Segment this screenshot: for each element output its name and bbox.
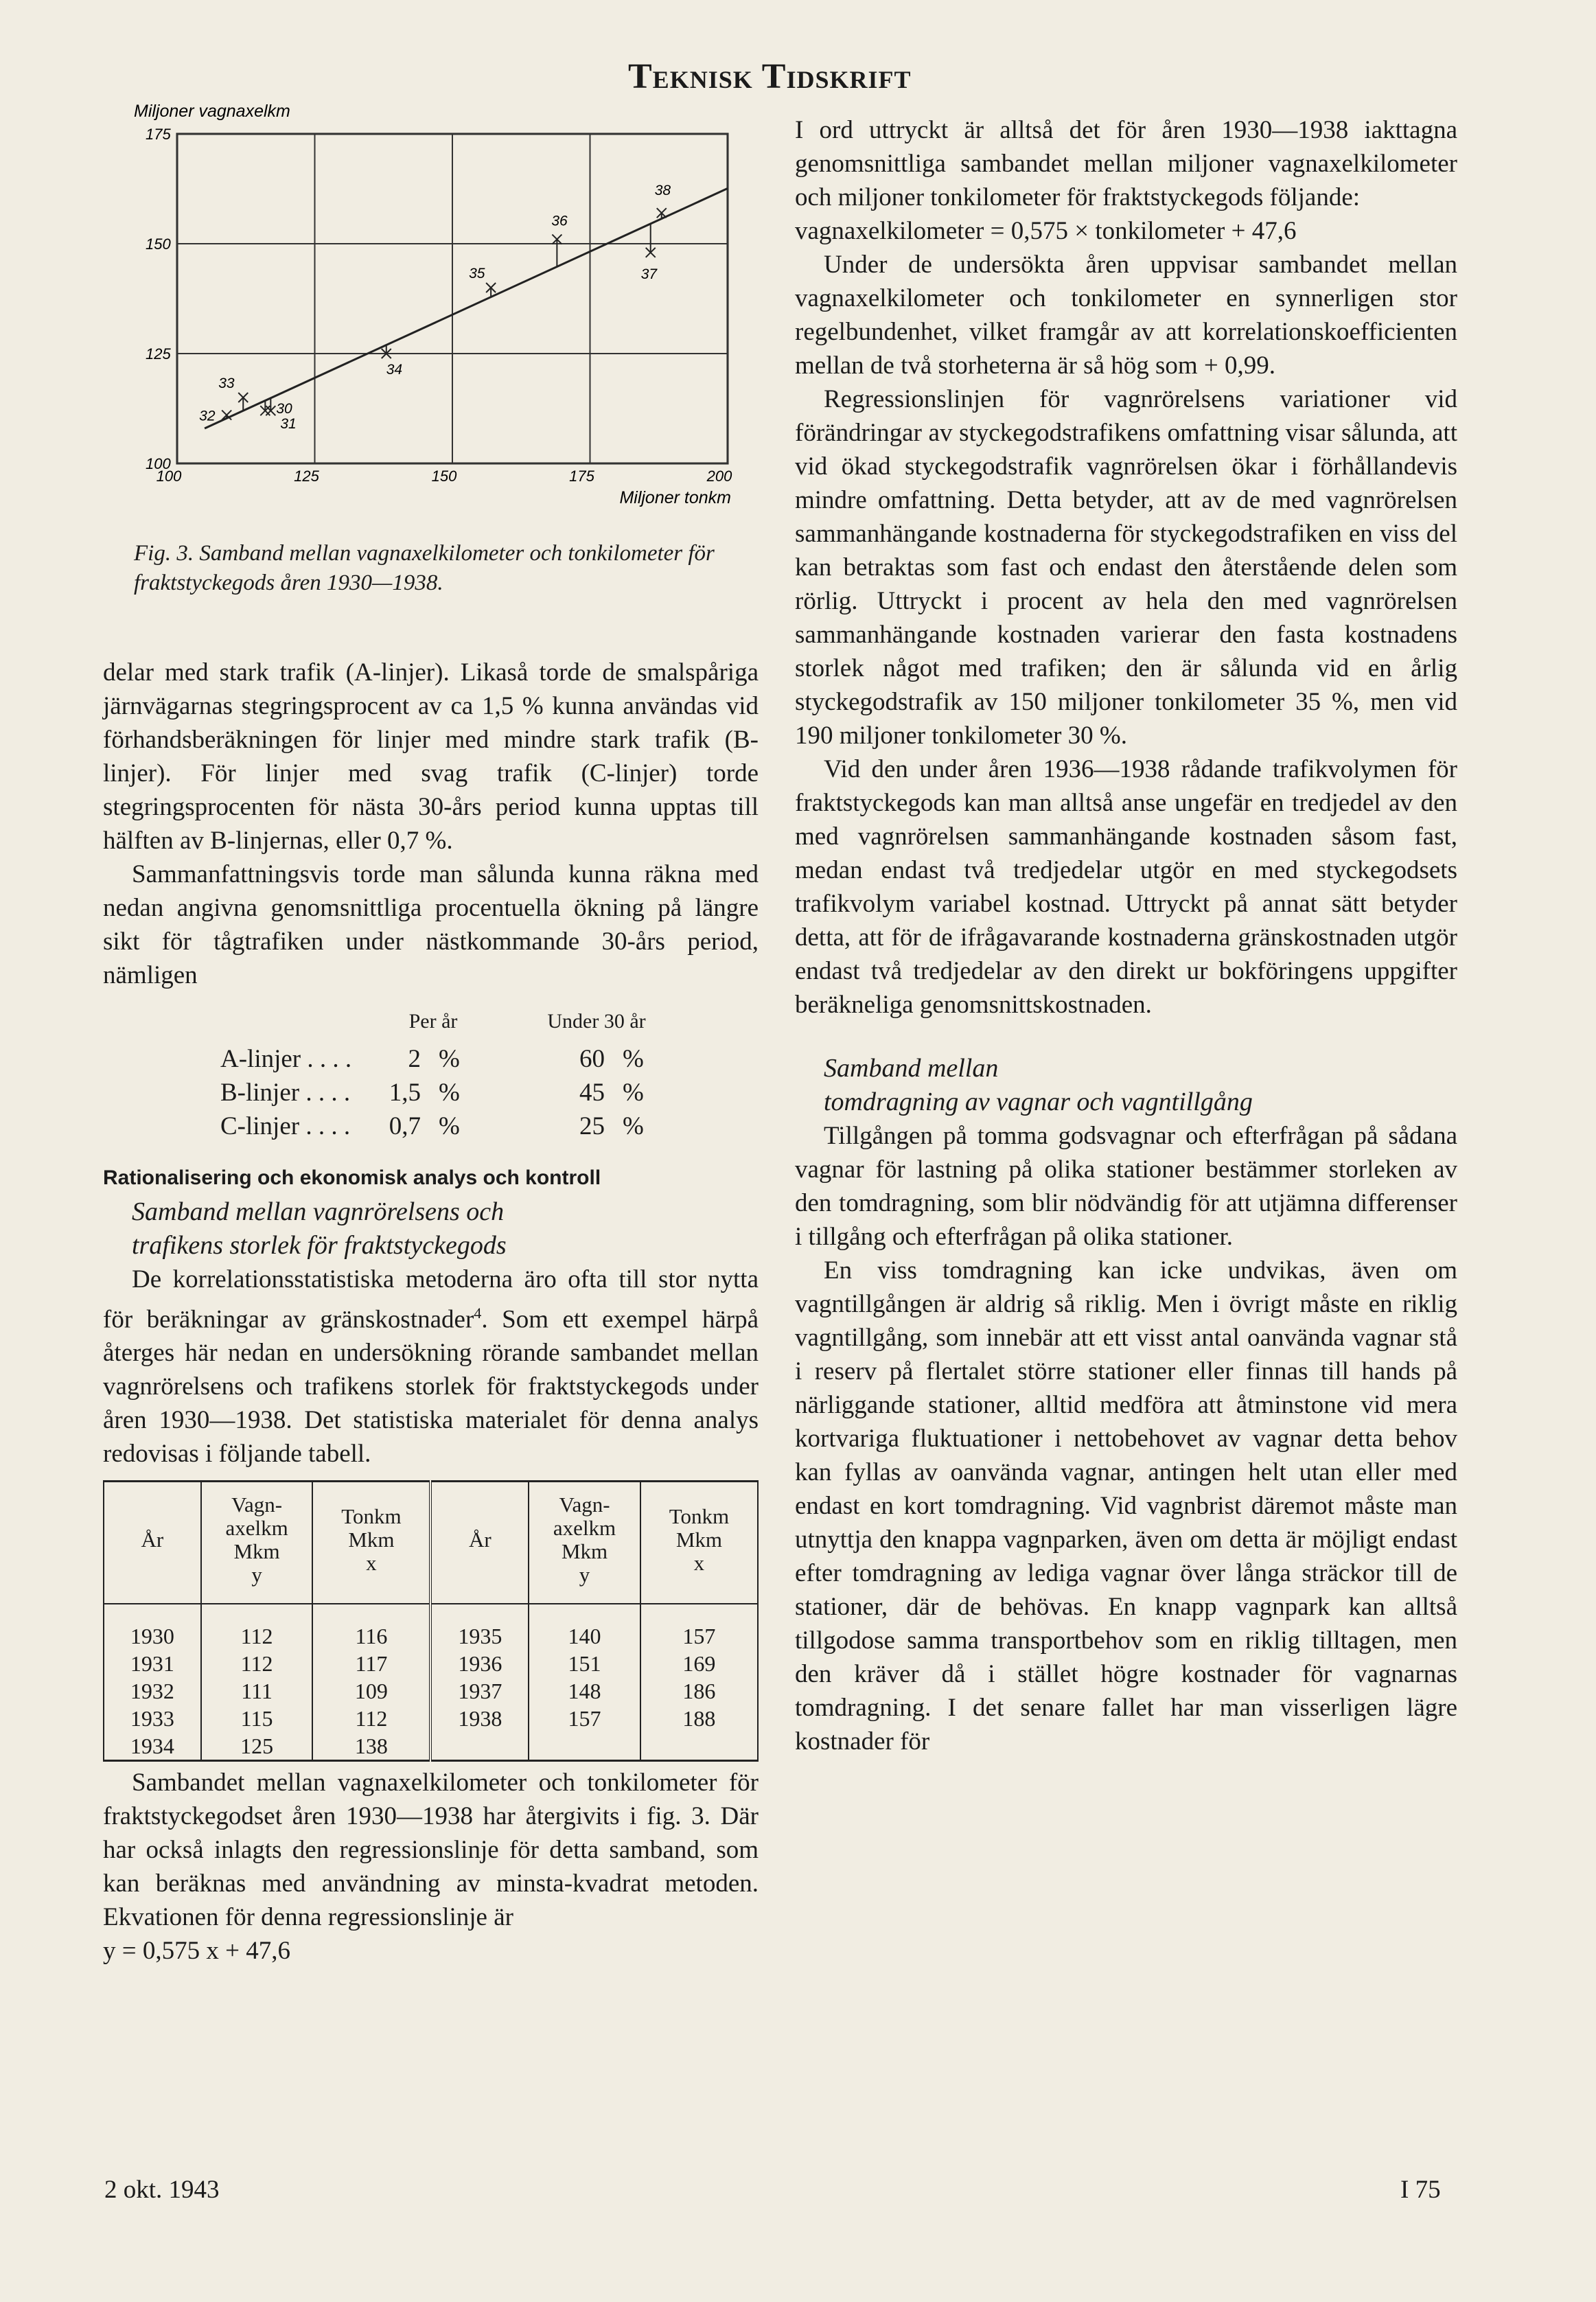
cell-vagnaxelkm: 151 (529, 1650, 640, 1677)
rate-30-years: 25 (579, 1112, 605, 1140)
rate-label: B-linjer . . . . (220, 1079, 351, 1107)
right-paragraph-5: Tillgången på tomma godsvagnar och efterfrågan på sådana vagnar för lastning på olika stationer bestämmer storleken av den tomdragning, som blir nödvändig för att utjämna differenser i tillgång och efterfrågan på olika stationer. (795, 1122, 1457, 1251)
point-label: 36 (551, 213, 568, 229)
rate-unit: % (439, 1079, 460, 1107)
table-row (216, 1109, 689, 1143)
x-tick-label: 150 (431, 468, 457, 485)
x-axis-title: Miljoner tonkm (619, 488, 731, 507)
rate-30-years: 45 (579, 1079, 605, 1107)
footnote-reference: 4 (474, 1304, 482, 1322)
rate-unit: % (623, 1112, 644, 1140)
cell-tonkm: 157 (640, 1622, 758, 1650)
growth-rate-table (216, 1004, 689, 1143)
table-spacer-row (104, 1604, 758, 1622)
left-column (103, 656, 759, 1968)
point-label: 30 (276, 401, 292, 417)
header-year: År (104, 1482, 201, 1604)
cell-year: 1931 (104, 1650, 201, 1677)
figure-3 (103, 103, 762, 597)
cell-year: 1936 (430, 1650, 529, 1677)
footer-page-number: I 75 (1400, 2176, 1441, 2204)
cell-vagnaxelkm: 112 (201, 1650, 313, 1677)
left-paragraph-3 (103, 1263, 759, 1471)
cell-vagnaxelkm (529, 1732, 640, 1761)
header-tonkm: Tonkm Mkm x (312, 1482, 430, 1604)
rate-per-year: 0,7 (389, 1112, 421, 1140)
regression-line (205, 188, 728, 428)
cell-vagnaxelkm: 157 (529, 1705, 640, 1732)
figure-caption: Fig. 3. Samband mellan vagnaxelkilometer och tonkilometer för fraktstyckegods åren 1930—1938. (134, 541, 715, 595)
rate-label: A-linjer . . . . (220, 1045, 352, 1073)
rate-header-spacer (216, 1004, 362, 1042)
point-label: 38 (654, 183, 671, 199)
cell-tonkm: 188 (640, 1705, 758, 1732)
right-paragraph-2: Under de undersökta åren uppvisar sambandet mellan vagnaxelkilometer och tonkilometer en synnerligen stor regelbundenhet, vilket framgår av att korrelationskoefficienten mellan de två storheterna är så hög som + 0,99. (795, 251, 1457, 380)
rate-unit: % (623, 1045, 644, 1073)
left-paragraph-1: delar med stark trafik (A-linjer). Likaså torde de smalspåriga järnvägarnas stegringsprocent av ca 1,5 % kunna användas vid förhandsberäkningen för linjer med mindre stark trafik (B-linjer). För linjer med svag trafik (C-linjer) torde stegringsprocenten för nästa 30-års period kunna upptas till hälften av B-linjernas, eller 0,7 %. (103, 658, 759, 855)
point-label: 32 (199, 408, 216, 424)
x-tick-label: 125 (294, 468, 319, 485)
header-year: År (430, 1482, 529, 1604)
cell-tonkm: 169 (640, 1650, 758, 1677)
cell-vagnaxelkm: 125 (201, 1732, 313, 1761)
cell-year: 1938 (430, 1705, 529, 1732)
cell-year: 1930 (104, 1622, 201, 1650)
rate-per-year: 1,5 (389, 1079, 421, 1107)
cell-year: 1933 (104, 1705, 201, 1732)
right-column (795, 113, 1457, 1758)
statistics-table (103, 1480, 759, 1762)
cell-year: 1934 (104, 1732, 201, 1761)
cell-vagnaxelkm: 140 (529, 1622, 640, 1650)
y-tick-label: 150 (146, 235, 171, 253)
left-paragraph-2: Sammanfattningsvis torde man sålunda kunna räkna med nedan angivna genomsnittliga procentuella ökning på längre sikt för tågtrafiken under nästkommande 30-års period, nämligen (103, 860, 759, 989)
rate-unit: % (439, 1112, 460, 1140)
rate-30-years: 60 (579, 1045, 605, 1073)
word-equation: vagnaxelkilometer = 0,575 × tonkilometer + 47,6 (795, 217, 1297, 245)
table-row (104, 1705, 758, 1732)
cell-tonkm: 186 (640, 1677, 758, 1705)
header-vagnaxelkm: Vagn- axelkm Mkm y (201, 1482, 313, 1604)
y-tick-label: 100 (146, 455, 171, 472)
right-paragraph-4: Vid den under åren 1936—1938 rådande trafikvolymen för fraktstyckegods kan man alltså anse ungefär en tredjedel av den med vagnrörelsen sammanhängande kostnaden såsom fast, medan endast två tredjedelar utgör en med styckegodsets trafikvolym variabel kostnad. Uttryckt på annat sätt betyder detta, att för de ifrågavarande kostnaderna gränskostnaden utgör endast två tredjedelar av den direkt ur bokföringens uppgifter beräkneliga genomsnittskostnaden. (795, 755, 1457, 1019)
rate-header-per-year: Per år (408, 1010, 458, 1033)
subsection-heading-line-2: trafikens storlek för fraktstyckegods (132, 1231, 507, 1260)
cell-vagnaxelkm: 112 (201, 1622, 313, 1650)
y-tick-label: 125 (146, 345, 171, 362)
scatter-chart (103, 103, 762, 597)
left-paragraph-4: Sambandet mellan vagnaxelkilometer och tonkilometer för fraktstyckegodset åren 1930—1938 har återgivits i fig. 3. Där har också inlagts den regressionslinje för detta samband, som kan beräknas med användning av minsta-kvadrat metoden. Ekvationen för denna regressionslinje är (103, 1769, 759, 1932)
subsection-heading-line-1: Samband mellan (824, 1054, 999, 1083)
rate-unit: % (439, 1045, 460, 1073)
x-tick-label: 175 (569, 468, 594, 485)
section-heading: Rationalisering och ekonomisk analys och kontroll (103, 1166, 601, 1189)
y-tick-label: 175 (146, 126, 171, 143)
table-row (104, 1622, 758, 1650)
rate-header-30-years: Under 30 år (547, 1010, 646, 1033)
point-label: 33 (218, 376, 235, 391)
subsection-heading-line-1: Samband mellan vagnrörelsens och (132, 1197, 505, 1226)
table-row (104, 1650, 758, 1677)
cell-tonkm: 109 (312, 1677, 430, 1705)
y-axis-title: Miljoner vagnaxelkm (134, 103, 290, 121)
left-paragraph-3-text: De korrelationsstatistiska metoderna äro ofta till stor nytta för beräkningar av gränskostnader (103, 1265, 759, 1334)
cell-tonkm: 112 (312, 1705, 430, 1732)
cell-year (430, 1732, 529, 1761)
journal-header: Teknisk Tidskrift (628, 57, 912, 96)
point-label: 37 (640, 266, 658, 282)
cell-vagnaxelkm: 148 (529, 1677, 640, 1705)
table-row (104, 1677, 758, 1705)
cell-year: 1937 (430, 1677, 529, 1705)
right-paragraph-6: En viss tomdragning kan icke undvikas, även om vagntillgången är aldrig så riklig. Men i övrigt måste en riklig vagntillgång, som innebär att ett visst antal oanvända vagnar stå i reserv på flertalet större stationer eller finnas till hands på närliggande stationer, alltid medföra att åtminstone vid mera kortvariga fluktuationer i nettobehovet av vagnar detta behov kan fyllas av oanvända vagnar, antingen helt utan eller med endast en kort tomdragning. Vid vagnbrist däremot måste man utnyttja den knappa vagnparken, även om detta är möjligt endast efter tomdragning av lediga vagnar över långa sträckor till de stationer, där de behövas. En knapp vagnpark kan alltså tillgodose samma transportbehov som en riklig tilltagen, men den kräver då i stället högre kostnader för vagnarnas tomdragning. I det senare fallet har man visserligen lägre kostnader för (795, 1256, 1457, 1756)
subsection-heading-line-2: tomdragning av vagnar och vagntillgång (824, 1087, 1253, 1116)
table-row (104, 1732, 758, 1761)
header-vagnaxelkm: Vagn- axelkm Mkm y (529, 1482, 640, 1604)
table-row (216, 1076, 689, 1109)
regression-equation: y = 0,575 x + 47,6 (103, 1937, 290, 1966)
cell-tonkm: 116 (312, 1622, 430, 1650)
left-paragraph-3-rest: . Som ett exempel härpå återges här nedan en undersökning rörande sambandet mellan vagnrörelsens och trafikens storlek för fraktstyckegods under åren 1930—1938. Det statistiska materialet för denna analys redovisas i följande tabell. (103, 1305, 759, 1469)
cell-vagnaxelkm: 111 (201, 1677, 313, 1705)
right-paragraph-3: Regressionslinjen för vagnrörelsens variationer vid förändringar av styckegodstrafikens omfattning visar sålunda, att vid ökad styckegodstrafik vagnrörelsen ökar i förhållandevis mindre omfattning. Detta betyder, att av de med vagnrörelsen sammanhängande kostnaderna för styckegodstrafiken en viss del kan betraktas som fast och endast den återstående delen som rörlig. Uttryckt i procent av hela den med vagnrörelsen sammanhängande kostnaden varierar den fasta kostnadens storlek något med trafiken; den är sålunda vid en årlig styckegodstrafik av 150 miljoner tonkilometer 35 %, men vid 190 miljoner tonkilometer 30 %. (795, 385, 1457, 750)
header-tonkm: Tonkm Mkm x (640, 1482, 758, 1604)
right-paragraph-1: I ord uttryckt är alltså det för åren 1930—1938 iakttagna genomsnittliga sambandet mellan miljoner vagnaxelkilometer och miljoner tonkilometer för fraktstyckegods följande: (795, 116, 1457, 211)
cell-vagnaxelkm: 115 (201, 1705, 313, 1732)
cell-tonkm: 117 (312, 1650, 430, 1677)
point-label: 31 (280, 416, 297, 433)
rate-unit: % (623, 1079, 644, 1107)
footer-date: 2 okt. 1943 (104, 2176, 220, 2204)
x-tick-label: 200 (706, 468, 732, 485)
cell-tonkm (640, 1732, 758, 1761)
rate-label: C-linjer . . . . (220, 1112, 351, 1140)
x-tick-label: 100 (156, 468, 182, 485)
point-label: 34 (386, 362, 403, 378)
rate-per-year: 2 (408, 1045, 421, 1073)
cell-tonkm: 138 (312, 1732, 430, 1761)
table-row (216, 1042, 689, 1076)
cell-year: 1932 (104, 1677, 201, 1705)
point-label: 35 (469, 266, 485, 281)
cell-year: 1935 (430, 1622, 529, 1650)
